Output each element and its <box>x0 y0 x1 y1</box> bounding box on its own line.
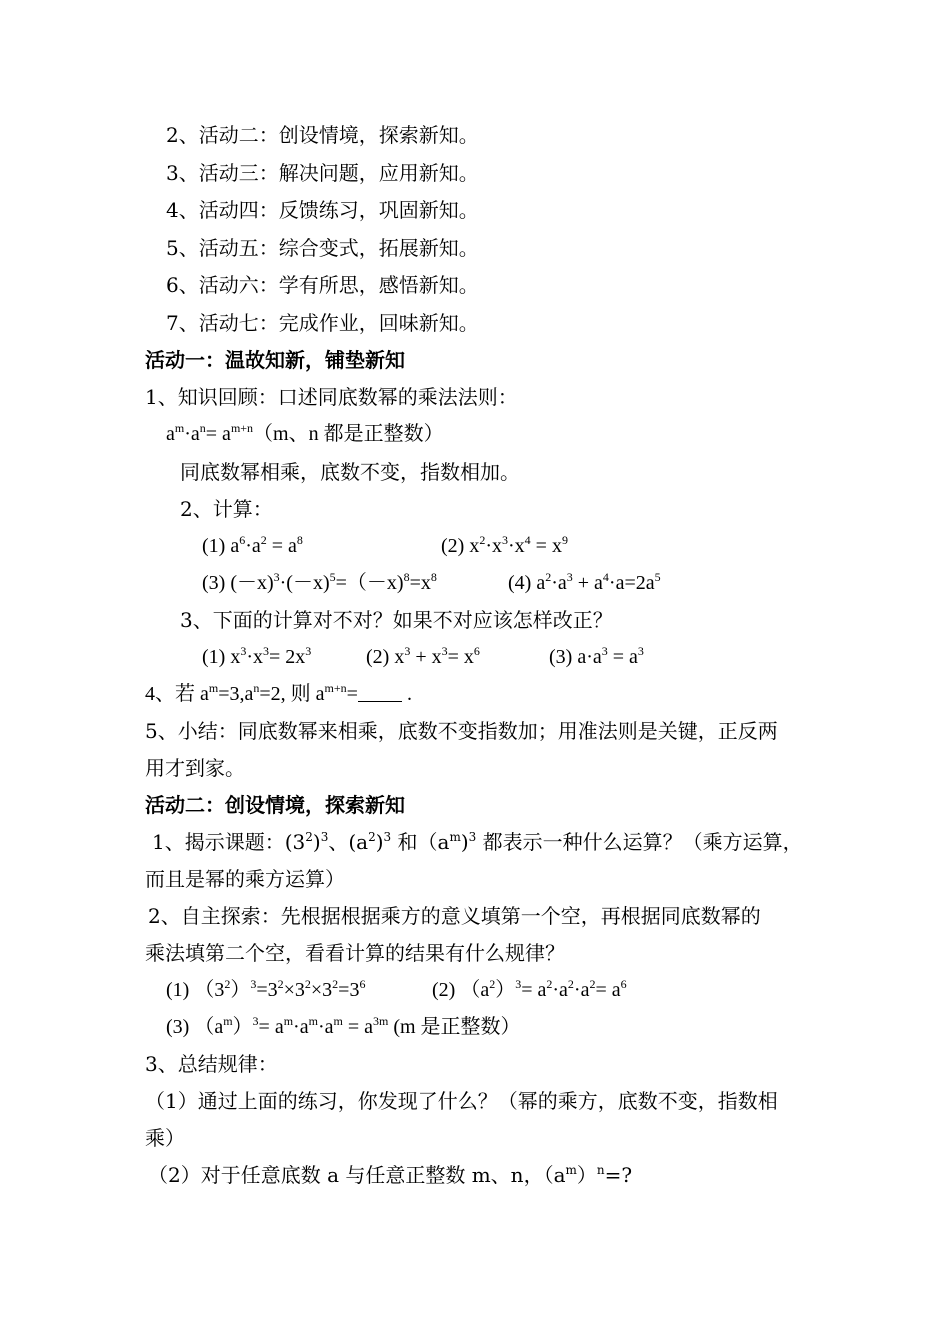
paragraph: 3、下面的计算对不对？如果不对应该怎样改正？ <box>180 608 613 632</box>
paragraph: （2）对于任意底数 a 与任意正整数 m、n，$(a^m)^n=$? <box>148 1163 633 1187</box>
paragraph: 乘法填第二个空，看看计算的结果有什么规律？ <box>145 941 565 965</box>
exercise: (2) $(a^2)^3= a^2\cdot a^2\cdot a^2= a^6$ <box>432 977 627 1001</box>
outline-item: 6、活动六：学有所思，感悟新知。 <box>166 273 479 297</box>
outline-item: 2、活动二：创设情境，探索新知。 <box>166 123 479 147</box>
exercise: (3) $a\cdot a^3 = a^3$ <box>549 644 644 668</box>
paragraph: 1、揭示课题：$(3^2)^3$、$(a^2)^3$ 和$(a^m)^3$ 都表示一种什么运算？（乘方运算， <box>152 830 803 854</box>
paragraph: 乘） <box>145 1126 185 1150</box>
exercise: (1) $(3^2)^3=3^2\times 3^2\times 3^2=3^6$ <box>166 977 366 1001</box>
formula: $a^m\cdot a^n= a^{m+n}$ <box>166 421 254 445</box>
exercise: (4) $a^2\cdot a^3 + a^4\cdot a=2a^5$ <box>508 570 661 594</box>
paragraph: 用才到家。 <box>145 756 245 780</box>
paragraph: 3、总结规律： <box>145 1052 278 1076</box>
note: (m 是正整数） <box>393 1016 521 1038</box>
outline-item: 7、活动七：完成作业，回味新知。 <box>166 311 479 335</box>
formula-note: （m、n 都是正整数） <box>253 423 444 445</box>
formula-line <box>166 421 444 447</box>
outline-item: 3、活动三：解决问题，应用新知。 <box>166 161 479 185</box>
paragraph: 2、计算： <box>180 497 273 521</box>
paragraph: 1、知识回顾：口述同底数幂的乘法法则： <box>145 385 518 409</box>
exercise: (2) $x^2\cdot x^3\cdot x^4 = x^9$ <box>441 533 568 557</box>
paragraph: （1）通过上面的练习，你发现了什么？（幂的乘方，底数不变，指数相 <box>145 1089 778 1113</box>
exercise: (3) $(a^m)^3= a^m\cdot a^m\cdot a^m = a^{3m}$ (m 是正整数） <box>166 1014 521 1038</box>
outline-item: 5、活动五：综合变式，拓展新知。 <box>166 236 479 260</box>
paragraph: 而且是幂的乘方运算） <box>145 867 345 891</box>
text: 4、若 a <box>145 683 209 705</box>
exercise: (1) $a^6\cdot a^2 = a^8$ <box>202 533 303 557</box>
exercise: (2) $x^3 + x^3= x^6$ <box>366 644 480 668</box>
paragraph: 同底数幂相乘，底数不变，指数相加。 <box>180 460 520 484</box>
answer-blank <box>358 683 402 702</box>
paragraph: 5、小结：同底数幂来相乘，底数不变指数加；用准法则是关键，正反两 <box>145 719 778 743</box>
outline-item: 4、活动四：反馈练习，巩固新知。 <box>166 198 479 222</box>
section-heading: 活动二：创设情境，探索新知 <box>145 793 405 817</box>
exercise: (3) $(-x)^3\cdot(-x)^5=(-x)^8=x^8$ <box>202 570 437 594</box>
section-heading: 活动一：温故知新，铺垫新知 <box>145 348 405 372</box>
paragraph: 2、自主探索：先根据根据乘方的意义填第一个空，再根据同底数幂的 <box>148 904 761 928</box>
exercise: (1) $x^3\cdot x^3= 2x^3$ <box>202 644 312 668</box>
exercise: 4、若 $a^m=3,a^n=2$, 则 $a^{m+n}=$ . <box>145 681 412 705</box>
